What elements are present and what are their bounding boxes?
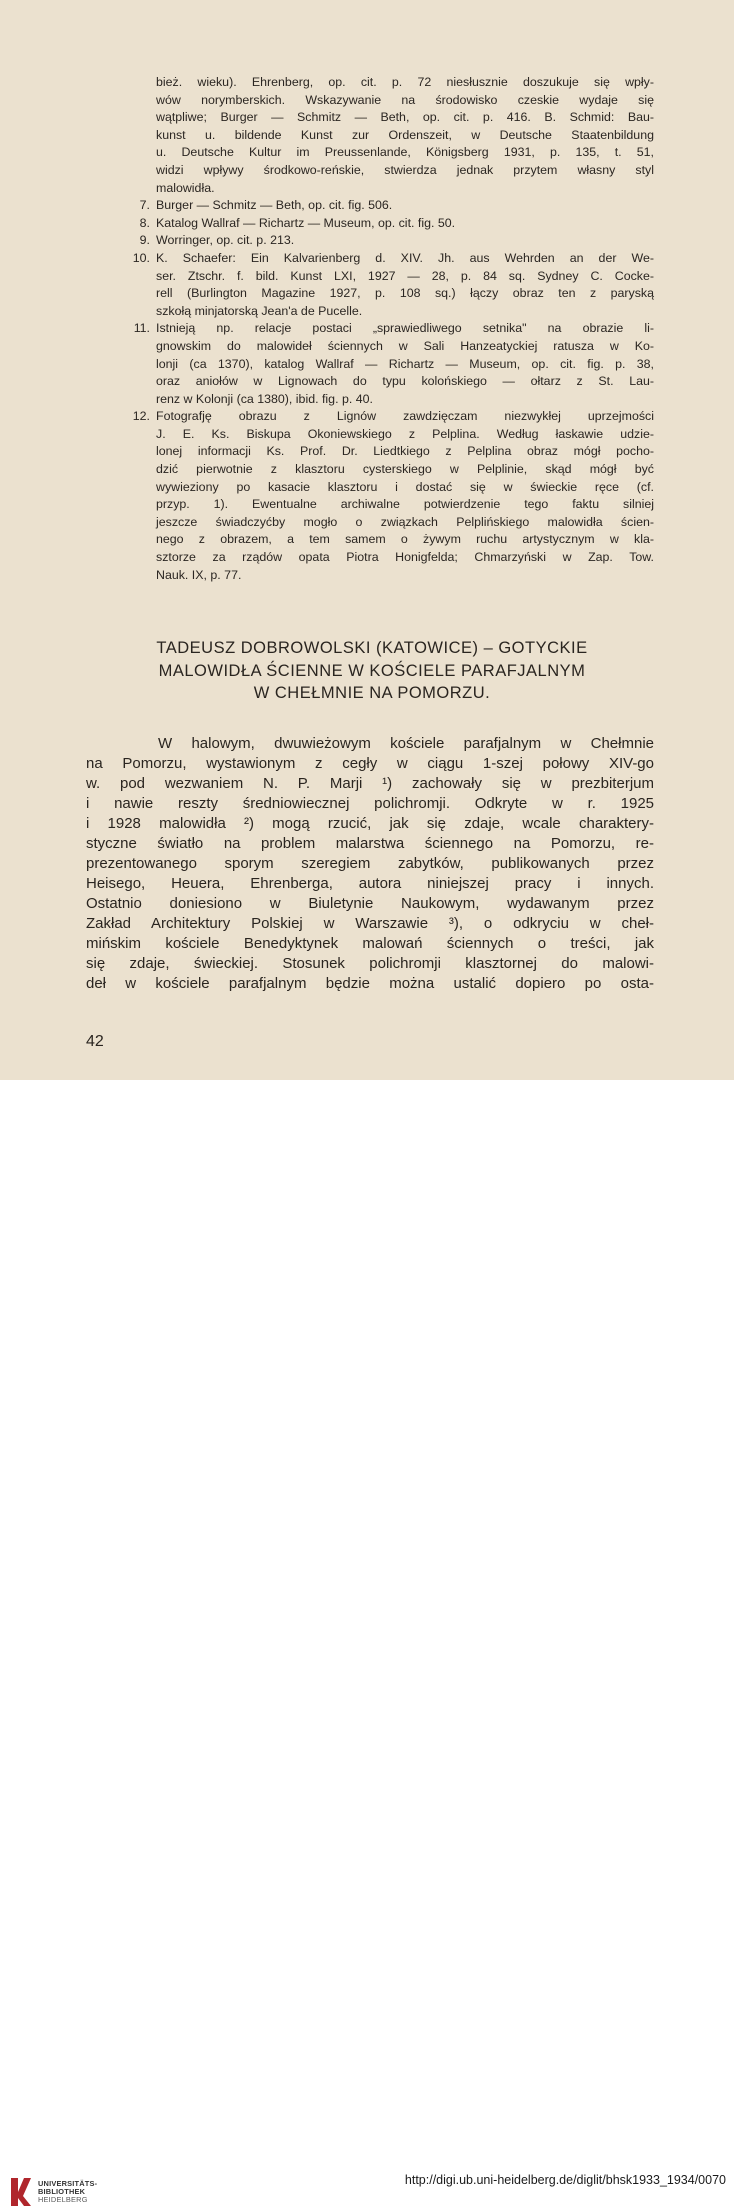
footnote-number: 7. <box>139 198 150 213</box>
logo-line: UNIVERSITÄTS- <box>38 2178 98 2188</box>
footer-bar <box>0 1080 734 2205</box>
body-line: się zdaje, świeckiej. Stosunek polichromji klasztornej do malowi- <box>86 955 654 972</box>
footnote-item <box>118 320 654 408</box>
footnote-line: kunst u. bildende Kunst zur Ordenszeit, w Deutsche Staatenbildung <box>156 127 654 142</box>
body-line: na Pomorzu, wystawionym z cegły w ciągu 1-szej połowy XIV-go <box>86 755 654 772</box>
footnote-line: wątpliwe; Burger — Schmitz — Beth, op. cit. p. 416. B. Schmid: Bau- <box>156 110 654 125</box>
footnote-text <box>156 232 654 250</box>
footnote-line: widzi wpływy środkowo-reńskie, stwierdza jednak przytem własny styl <box>156 162 654 177</box>
footnote-item <box>118 408 654 584</box>
footnote-line: przyp. 1). Ewentualne archiwalne potwierdzenie tego faktu silniej <box>156 497 654 512</box>
body-line: deł w kościele parafjalnym będzie można ustalić dopiero po osta- <box>86 975 654 992</box>
footnote-item <box>118 250 654 320</box>
footnote-number: 8. <box>139 215 150 230</box>
footnote-line: dzić pierwotnie z klasztoru cysterskiego w Pelplinie, skąd mógł być <box>156 462 654 477</box>
footnote-line: bież. wieku). Ehrenberg, op. cit. p. 72 niesłusznie doszukuje się wpły- <box>156 75 654 89</box>
footnote-line: wywieziony po kasacie klasztoru i dostać się w świeckie ręce (cf. <box>156 479 654 494</box>
library-logo[interactable] <box>8 2176 97 2208</box>
body-line: i 1928 malowidła ²) mogą rzucić, jak się zdaje, wcale charaktery- <box>86 815 654 832</box>
footnote-line: ser. Ztschr. f. bild. Kunst LXI, 1927 — 28, p. 84 sq. Sydney C. Cocke- <box>156 268 654 283</box>
footnote-line: Fotografję obrazu z Lignów zawdzięczam niezwykłej uprzejmości <box>156 409 654 424</box>
body-line: W halowym, dwuwieżowym kościele parafjalnym w Chełmnie <box>158 735 654 752</box>
source-url-link[interactable]: http://digi.ub.uni-heidelberg.de/diglit/bhsk1933_1934/0070 <box>404 2173 726 2187</box>
footnote-line: wów norymberskich. Wskazywanie na środowisko czeskie wydaje się <box>156 92 654 107</box>
footnote-line: nego z obrazem, a tem samem o żywym ruchu artystycznym w kla- <box>156 532 654 547</box>
footnote-line: Worringer, op. cit. p. 213. <box>156 233 295 248</box>
body-line: prezentowanego sporym szeregiem zabytków, publikowanych przez <box>86 855 654 872</box>
footnote-line: Istnieją np. relacje postaci „sprawiedliwego setnika" na obrazie li- <box>156 321 654 336</box>
footnote-item <box>118 197 654 215</box>
heading-line: W CHEŁMNIE NA POMORZU. <box>253 684 491 702</box>
page-number: 42 <box>86 1033 104 1050</box>
footnote-number: 11. <box>133 321 150 336</box>
footnote-line: szkołą minjatorską Jean'a de Pucelle. <box>156 303 363 318</box>
logo-line: BIBLIOTHEK <box>38 2186 86 2196</box>
footnote-line: Katalog Wallraf — Richartz — Museum, op. cit. fig. 50. <box>156 215 456 230</box>
footnote-line: lonji (ca 1370), katalog Wallraf — Richartz — Museum, op. cit. fig. p. 38, <box>156 356 654 371</box>
heading-line: TADEUSZ DOBROWOLSKI (KATOWICE) – GOTYCKIE <box>156 639 588 657</box>
footnote-line: renz w Kolonji (ca 1380), ibid. fig. p. 40. <box>156 391 373 406</box>
body-line: w. pod wezwaniem N. P. Marji ¹) zachowały się w prezbiterjum <box>86 775 654 792</box>
body-line: mińskim kościele Benedyktynek malowań ściennych o treści, jak <box>86 935 654 952</box>
footnote-text <box>156 250 654 320</box>
footnote-text <box>156 215 654 233</box>
footnote-line: jeszcze świadczyćby mogło o związkach Pelplińskiego malowidła ścien- <box>156 514 654 529</box>
library-logo-icon <box>8 2176 34 2208</box>
footnote-continuation <box>118 74 654 197</box>
article-heading <box>108 637 636 705</box>
footnote-line: K. Schaefer: Ein Kalvarienberg d. XIV. Jh. aus Wehrden an der We- <box>156 250 654 265</box>
article-body <box>86 734 654 994</box>
body-line: Zakład Architektury Polskiej w Warszawie ³), o odkryciu w cheł- <box>86 915 654 932</box>
footnote-text <box>156 197 654 215</box>
footnote-number: 9. <box>139 233 150 248</box>
footnote-line: Burger — Schmitz — Beth, op. cit. fig. 506. <box>156 198 393 213</box>
footnote-line: rell (Burlington Magazine 1927, p. 108 sq.) łączy obraz ten z paryską <box>156 286 654 301</box>
body-line: Ostatnio doniesiono w Biuletynie Naukowym, wydawanym przez <box>86 895 654 912</box>
scanned-page <box>0 0 734 1080</box>
body-line: i nawie reszty średniowiecznej polichromji. Odkryte w r. 1925 <box>86 795 654 812</box>
footnote-item <box>118 232 654 250</box>
body-line: styczne światło na problem malarstwa ściennego na Pomorzu, re- <box>86 835 654 852</box>
heading-line: MALOWIDŁA ŚCIENNE W KOŚCIELE PARAFJALNYM <box>158 661 586 680</box>
footnote-text <box>156 320 654 408</box>
footnote-line: J. E. Ks. Biskupa Okoniewskiego z Pelplina. Według łaskawie udzie- <box>156 426 654 441</box>
footnote-text <box>156 408 654 584</box>
footnote-item <box>118 215 654 233</box>
footnote-line: malowidła. <box>156 180 215 195</box>
footnote-line: sztorze za rządów opata Piotra Honigfelda; Chmarzyński w Zap. Tow. <box>156 550 654 565</box>
library-logo-text <box>38 2180 97 2205</box>
footnotes <box>118 74 654 584</box>
footnote-line: lonej informacji Ks. Prof. Dr. Liedtkiego z Pelplina obraz mógł pocho- <box>156 444 654 459</box>
body-line: Heisego, Heuera, Ehrenberga, autora niniejszej pracy i innych. <box>86 875 654 892</box>
footnote-number: 12. <box>132 409 150 424</box>
footnote-line: u. Deutsche Kultur im Preussenlande, Königsberg 1931, p. 135, t. 51, <box>156 145 654 160</box>
footnote-line: oraz aniołów w Lignowach do typu kolońskiego — ołtarz z St. Lau- <box>156 374 654 389</box>
footnote-line: Nauk. IX, p. 77. <box>156 567 242 582</box>
footnote-number: 10. <box>132 250 150 265</box>
footnote-line: gnowskim do malowideł ściennych w Sali Hanzeatyckiej ratusza w Ko- <box>156 338 654 353</box>
logo-line: HEIDELBERG <box>38 2195 88 2205</box>
